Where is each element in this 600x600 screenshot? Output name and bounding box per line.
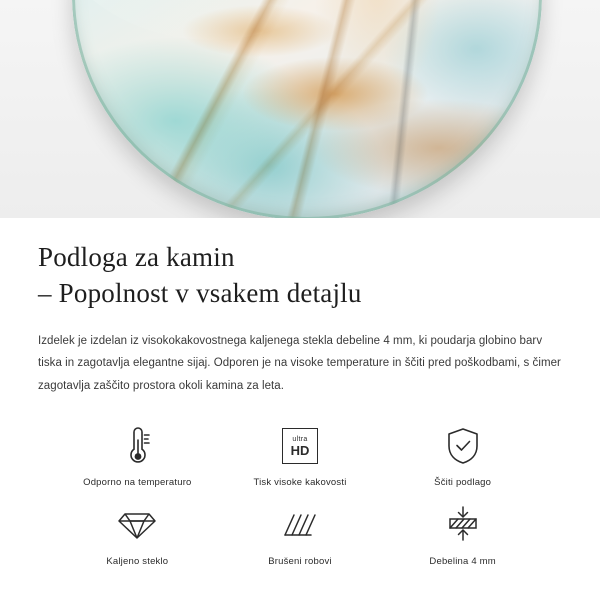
ultra-hd-icon bbox=[282, 423, 318, 469]
feature-grid bbox=[38, 423, 562, 567]
diamond-icon bbox=[117, 502, 157, 548]
hero-image bbox=[0, 0, 600, 218]
feature-item-thickness bbox=[381, 502, 544, 567]
feature-label: Kaljeno steklo bbox=[106, 556, 169, 568]
ultra-hd-badge-bottom: HD bbox=[290, 442, 310, 458]
feature-item-tempered-glass bbox=[56, 502, 219, 567]
polished-edges-icon bbox=[281, 502, 319, 548]
shield-check-icon bbox=[444, 423, 482, 469]
feature-item-protects-surface bbox=[381, 423, 544, 488]
content-area bbox=[0, 240, 600, 567]
feature-label: Tisk visoke kakovosti bbox=[253, 477, 347, 489]
feature-item-print-quality bbox=[219, 423, 382, 488]
thermometer-icon bbox=[122, 423, 152, 469]
product-description-text: Izdelek je izdelan iz visokokakovostnega kaljenega stekla debeline 4 mm, ki poudarja globino barv tiska in zagotavlja elegantne sijaj. Odporen je na visoke temperature in ščiti pred poškodbami, s čimer zagotavlja zaščito prostora okoli kamina za leta. bbox=[38, 334, 561, 392]
feature-label: Odporno na temperaturo bbox=[83, 477, 192, 489]
page-title-line-1: Podloga za kamin bbox=[38, 242, 235, 272]
page-title bbox=[38, 240, 562, 312]
feature-item-temperature bbox=[56, 423, 219, 488]
thickness-icon bbox=[444, 502, 482, 548]
ultra-hd-badge-top: ultra bbox=[292, 435, 308, 443]
page-title-line-2: – Popolnost v vsakem detajlu bbox=[38, 277, 362, 308]
feature-label: Brušeni robovi bbox=[268, 556, 332, 568]
feature-item-polished-edges bbox=[219, 502, 382, 567]
feature-label: Ščiti podlago bbox=[434, 477, 492, 489]
feature-label: Debelina 4 mm bbox=[429, 556, 496, 568]
glass-plate-product-image bbox=[72, 0, 542, 218]
